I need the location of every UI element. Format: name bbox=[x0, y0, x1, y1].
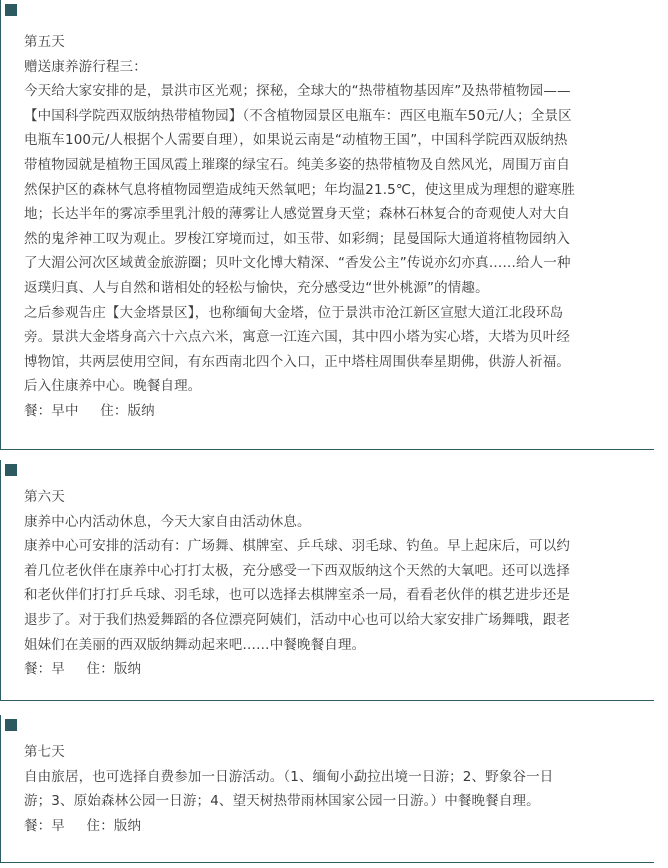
section-marker-square-icon bbox=[5, 719, 17, 731]
day-content bbox=[1, 715, 654, 838]
text-line: 着几位老伙伴在康养中心打打太极，充分感受一下西双版纳这个天然的大氧吧。还可以选择 bbox=[24, 562, 570, 579]
text-line: 电瓶车100元/人根据个人需要自理），如果说云南是“动植物王国”，中国科学院西双版纳热 bbox=[24, 132, 568, 149]
text-line: 之后参观告庄【大金塔景区】，也称缅甸大金塔，位于景洪市沧江新区宣慰大道江北段环岛 bbox=[24, 304, 564, 321]
day-title: 第六天 bbox=[24, 489, 65, 505]
text-line: 姐妹们在美丽的西双版纳舞动起来吧……中餐晚餐自理。 bbox=[24, 636, 366, 653]
text-line: 后入住康养中心。晚餐自理。 bbox=[24, 378, 202, 395]
text-line: 了大湄公河次区域黄金旅游圈；贝叶文化博大精深、“香发公主”传说亦幻亦真……给人一种 bbox=[24, 255, 571, 272]
text-line: 然的鬼斧神工叹为观止。罗梭江穿境而过，如玉带、如彩绸；昆曼国际大通道将植物园纳入 bbox=[24, 230, 570, 247]
stay-info: 住：版纳 bbox=[86, 817, 142, 834]
text-line: 地；长达半年的雾凉季里乳汁般的薄雾让人感觉置身天堂；森林石林复合的奇观使人对大自 bbox=[24, 206, 570, 223]
text-line: 博物馆，共两层使用空间，有东西南北四个入口，正中塔柱周围供奉星期佛，供游人祈福。 bbox=[24, 353, 570, 370]
section-marker-square-icon bbox=[5, 4, 17, 16]
text-line: 今天给大家安排的是，景洪市区光观；探秘，全球大的“热带植物基因库”及热带植物园—— bbox=[24, 83, 571, 100]
section-marker-square-icon bbox=[5, 464, 17, 476]
stay-info: 住：版纳 bbox=[86, 661, 142, 678]
meal-stay-line bbox=[24, 399, 640, 424]
day-content bbox=[1, 460, 654, 682]
day-title: 第五天 bbox=[24, 34, 65, 50]
text-line: 然保护区的森林气息将植物园塑造成纯天然氧吧；年均温21.5℃，使这里成为理想的避寒胜 bbox=[24, 181, 576, 198]
text-line: 自由旅居，也可选择自费参加一日游活动。（1、缅甸小勐拉出境一日游；2、野象谷一日 bbox=[24, 768, 554, 785]
text-line: 和老伙伴们打打乒乓球、羽毛球，也可以选择去棋牌室杀一局，看看老伙伴的棋艺进步还是 bbox=[24, 587, 570, 604]
text-line: 旁。景洪大金塔身高六十六点六米，寓意一江连六国，其中四小塔为实心塔，大塔为贝叶经 bbox=[24, 329, 570, 346]
text-line: 赠送康养游行程三： bbox=[24, 58, 147, 75]
meal-info: 餐：早 bbox=[24, 817, 65, 834]
text-line: 返璞归真、人与自然和谐相处的轻松与愉快，充分感受边“世外桃源”的情趣。 bbox=[24, 279, 489, 296]
text-line: 康养中心内活动休息，今天大家自由活动休息。 bbox=[24, 513, 311, 530]
meal-stay-line bbox=[24, 657, 640, 682]
text-line: 带植物园就是植物王国凤霞上璀璨的绿宝石。纯美多姿的热带植物及自然风光，周围万亩自 bbox=[24, 156, 570, 173]
day-title: 第七天 bbox=[24, 744, 65, 760]
meal-stay-line bbox=[24, 814, 640, 839]
text-line: 【中国科学院西双版纳热带植物园】（不含植物园景区电瓶车：西区电瓶车50元/人；全景区 bbox=[24, 107, 572, 124]
text-line: 退步了。对于我们热爱舞蹈的各位漂亮阿姨们，活动中心也可以给大家安排广场舞哦，跟老 bbox=[24, 611, 570, 628]
meal-info: 餐：早中 bbox=[24, 402, 79, 419]
day-card-6 bbox=[0, 460, 654, 701]
day-content bbox=[1, 0, 654, 424]
text-line: 游；3、原始森林公园一日游；4、望天树热带雨林国家公园一日游。）中餐晚餐自理。 bbox=[24, 793, 540, 810]
text-line: 康养中心可安排的活动有：广场舞、棋牌室、乒乓球、羽毛球、钓鱼。早上起床后，可以约 bbox=[24, 538, 570, 555]
meal-info: 餐：早 bbox=[24, 661, 65, 678]
day-card-7 bbox=[0, 715, 654, 863]
stay-info: 住：版纳 bbox=[100, 402, 155, 419]
